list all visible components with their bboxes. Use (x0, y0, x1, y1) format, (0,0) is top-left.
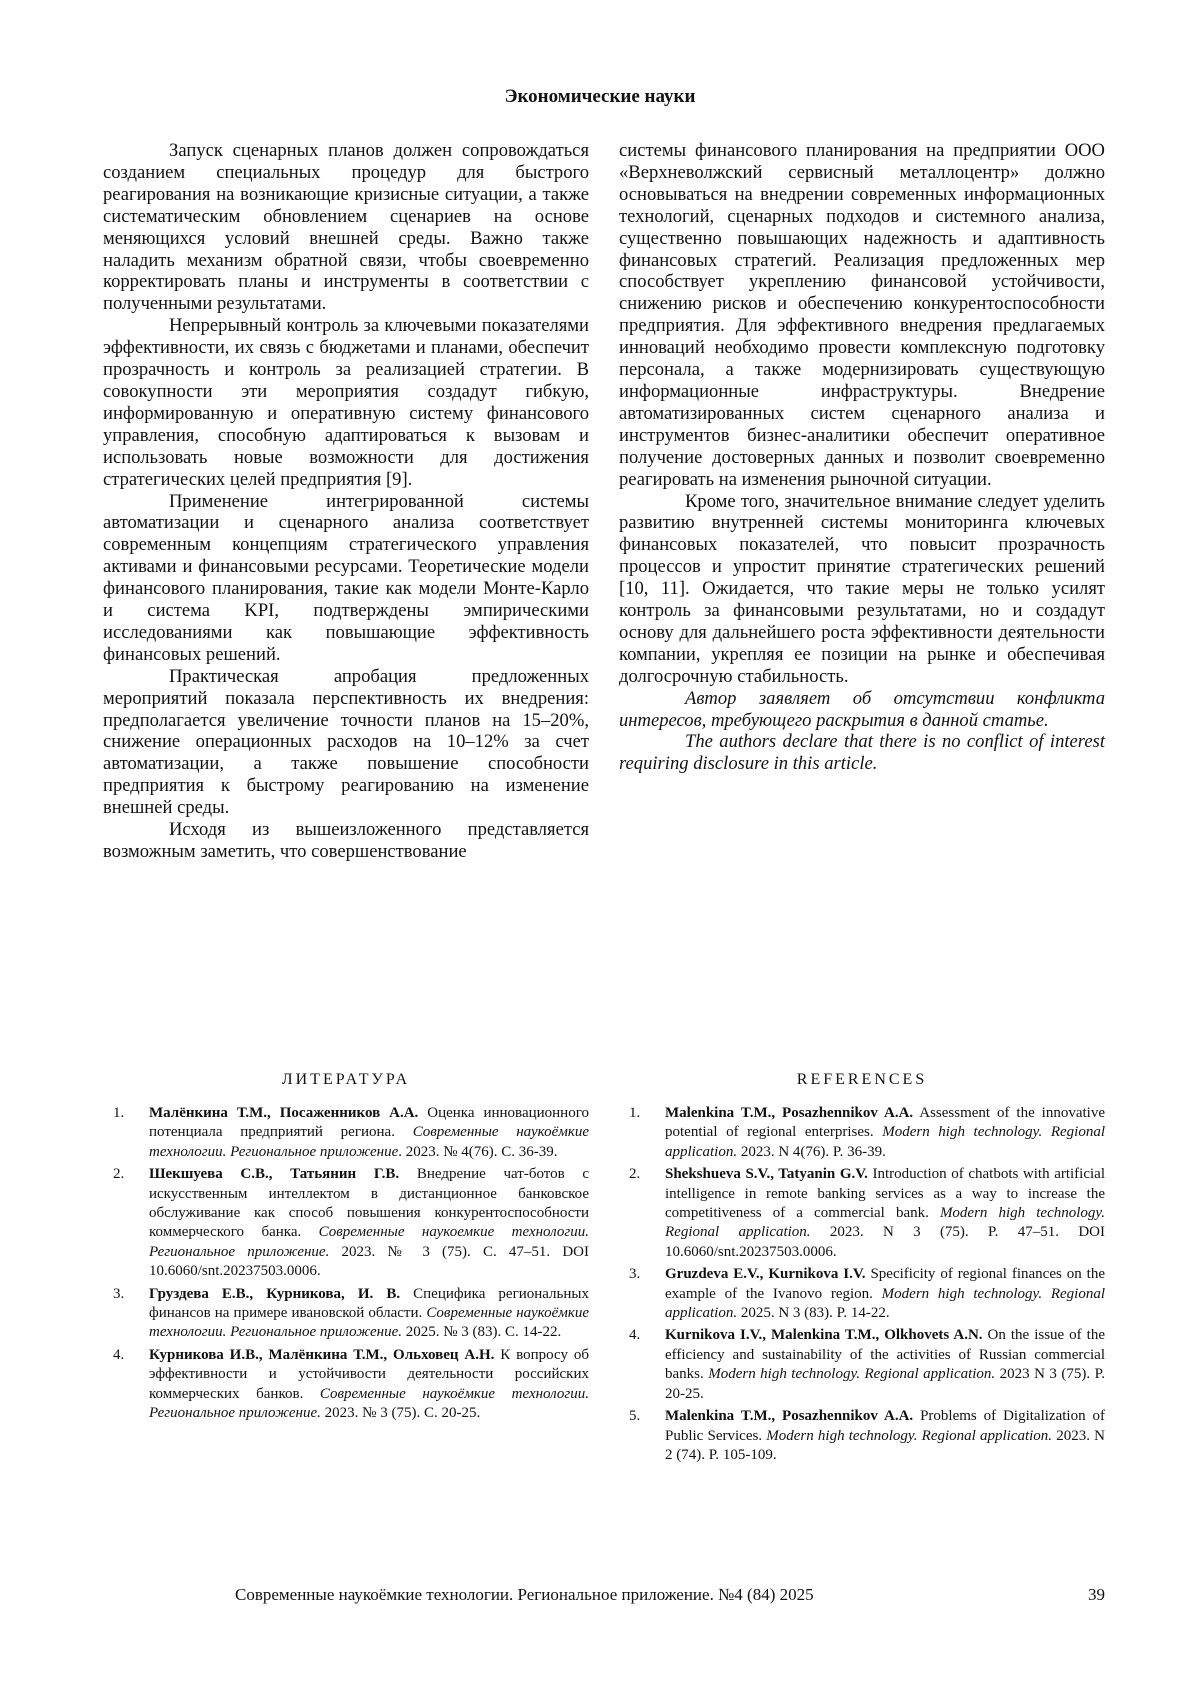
reference-journal: Modern high technology. Regional application. (665, 1285, 1106, 1322)
reference-number: 1. (629, 1105, 641, 1121)
reference-number: 2. (629, 1166, 641, 1183)
reference-item (619, 1165, 1105, 1262)
reference-journal: Modern high technology. Regional application. (665, 1124, 1106, 1160)
paragraph: Исходя из вышеизложенного представляется возможным заметить, что совершенствование (103, 819, 589, 862)
reference-number: 5. (629, 1408, 641, 1425)
reference-details: 2023. N 4(76). P. 36-39. (737, 1143, 886, 1160)
literatura-heading: ЛИТЕРАТУРА (281, 1071, 411, 1088)
reference-title: On the issue of the efficiency and sustainability of the activities of Russian commercial banks. (665, 1327, 1106, 1383)
literatura-list (103, 1104, 589, 1427)
references-heading: REFERENCES (796, 1071, 928, 1088)
reference-authors: Малёнкина Т.М., Посаженников А.А. (149, 1105, 419, 1121)
reference-title: Специфика региональных финансов на примере ивановской области. (149, 1285, 589, 1322)
reference-number: 3. (629, 1266, 641, 1283)
reference-number: 4. (629, 1327, 641, 1344)
reference-item (619, 1265, 1105, 1323)
reference-authors: Груздева Е.В., Курникова, И. В. (149, 1285, 401, 1302)
reference-journal: Modern high technology. Regional application. (766, 1427, 1053, 1444)
conflict-statement-ru: Автор заявляет об отсутствии конфликта интересов, требующего раскрытия в данной статье. (619, 687, 1105, 731)
reference-number: 4. (113, 1346, 125, 1363)
reference-number: 3. (113, 1285, 125, 1302)
paragraph: Непрерывный контроль за ключевыми показателями эффективности, их связь с бюджетами и планами, обеспечит прозрачность и контроль за реализацией стратегии. В совокупности эти мероприятия создадут гибкую, информированную и оперативную систему финансового управления, способную адаптироваться к вызовам и использовать новые возможности для достижения стратегических целей предприятия [9]. (103, 315, 589, 490)
left-column (103, 140, 589, 863)
footer-journal-title: Современные наукоёмкие технологии. Региональное приложение. №4 (84) 2025 (235, 1585, 814, 1604)
conflict-statement-en: The authors declare that there is no conflict of interest requiring disclosure in this article. (619, 731, 1105, 775)
reference-authors: Kurnikova I.V., Malenkina T.M., Olkhovets A.N. (665, 1327, 983, 1344)
reference-details: 2023. N 2 (74). P. 105-109. (665, 1427, 1105, 1463)
reference-item (619, 1326, 1105, 1404)
reference-details: 2025. N 3 (83). P. 14-22. (737, 1305, 890, 1322)
reference-item (103, 1346, 589, 1424)
paragraph: Практическая апробация предложенных мероприятий показала перспективность их внедрения: предполагается увеличение точности планов на 15–20%, снижение операционных расходов на 10–12% за счет автоматизации, а также повышение способности предприятия к быстрому реагированию на изменение внешней среды. (103, 665, 589, 819)
reference-number: 1. (113, 1105, 125, 1121)
reference-details: 2023. N 3 (75). P. 47–51. DOI 10.6060/snt.20237503.0006. (665, 1224, 1105, 1260)
reference-title: Introduction of chatbots with artificial intelligence in remote banking services as a way to increase the competitiveness of a commercial bank. (665, 1166, 1105, 1222)
reference-authors: Gruzdeva E.V., Kurnikova I.V. (665, 1266, 866, 1283)
reference-title: К вопросу об эффективности и устойчивости деятельности российских коммерческих банков. (149, 1346, 589, 1402)
reference-journal: Современные наукоёмкие технологии. Региональное приложение. (149, 1385, 589, 1422)
page-number: 39 (1088, 1585, 1105, 1604)
paragraph: Запуск сценарных планов должен сопровождаться созданием специальных процедур для быстрого реагирования на возникающие кризисные ситуации, а также систематическим обновлением сценариев на основе меняющихся условий внешней среды. Важно также наладить механизм обратной связи, чтобы своевременно корректировать планы и инструменты в соответствии с полученными результатами. (103, 140, 589, 315)
reference-title: Assessment of the innovative potential of regional enterprises. (665, 1105, 1105, 1141)
reference-journal: Современные наукоемкие технологии. Региональное приложение. (149, 1224, 589, 1260)
paragraph: Кроме того, значительное внимание следует уделить развитию внутренней системы мониторинга ключевых финансовых показателей, что повысит прозрачность процессов и упростит принятие стратегических решений [10, 11]. Ожидается, что такие меры не только усилят контроль за финансовыми результатами, но и создадут основу для дальнейшего роста эффективности деятельности компании, укрепляя ее позиции на рынке и обеспечивая долгосрочную стабильность. (619, 490, 1105, 687)
references-list (619, 1104, 1105, 1468)
reference-details: 2025. № 3 (83). С. 14-22. (402, 1324, 562, 1341)
reference-item (619, 1104, 1105, 1162)
reference-title: Внедрение чат-ботов с искусственным интеллектом в дистанционное банковское обслуживание как способ повышения конкурентоспособности коммерческого банка. (149, 1166, 589, 1241)
reference-details: 2023 N 3 (75). P. 20-25. (665, 1366, 1105, 1402)
paragraph-continuation: системы финансового планирования на предприятии ООО «Верхневолжский сервисный металлоцентр» должно основываться на внедрении современных информационных технологий, сценарных подходов и системного анализа, существенно повышающих надежность и адаптивность финансовых стратегий. Реализация предложенных мер способствует укреплению финансовой устойчивости, снижению рисков и обеспечению конкурентоспособности предприятия. Для эффективного внедрения предлагаемых инноваций необходимо провести комплексную подготовку персонала, а также модернизировать существующую информационные инфраструктуры. Внедрение автоматизированных систем сценарного анализа и инструментов бизнес-аналитики обеспечит оперативное получение достоверных данных и позволит своевременно реагировать на изменения рыночной ситуации. (619, 140, 1105, 490)
reference-authors: Курникова И.В., Малёнкина Т.М., Ольховец А.Н. (149, 1346, 495, 1363)
reference-journal: Modern high technology. Regional application. (708, 1366, 996, 1383)
paragraph: Применение интегрированной системы автоматизации и сценарного анализа соответствует современным концепциям стратегического управления активами и финансовыми ресурсами. Теоретические модели финансового планирования, такие как модели Монте-Карло и система KPI, подтверждены эмпирическими исследованиями как повышающие эффективность финансовых решений. (103, 490, 589, 665)
reference-authors: Malenkina T.M., Posazhennikov A.A. (665, 1105, 914, 1121)
reference-details: . 2023. № 4(76). С. 36-39. (398, 1143, 558, 1160)
reference-item (103, 1165, 589, 1281)
reference-details: 2023. № 3 (75). С. 20-25. (320, 1405, 481, 1422)
reference-journal: Современные наукоёмкие технологии. Региональное приложение. (149, 1305, 589, 1341)
reference-journal: Современные наукоёмкие технологии. Региональное приложение (149, 1124, 589, 1160)
reference-title: Specificity of regional finances on the example of the Ivanovo region. (665, 1266, 1105, 1302)
section-title: Экономические науки (504, 86, 696, 107)
reference-title: Problems of Digitalization of Public Services. (665, 1408, 1105, 1444)
reference-authors: Malenkina T.M., Posazhennikov A.A. (665, 1408, 914, 1425)
reference-item (103, 1104, 589, 1162)
reference-details: 2023. № 3 (75). С. 47–51. DOI 10.6060/snt.20237503.0006. (149, 1243, 590, 1280)
reference-title: Оценка инновационного потенциала предприятий региона. (149, 1105, 589, 1141)
reference-item (619, 1407, 1105, 1465)
reference-authors: Shekshueva S.V., Tatyanin G.V. (665, 1166, 868, 1183)
reference-journal: Modern high technology. Regional application. (665, 1205, 1105, 1241)
reference-authors: Шекшуева С.В., Татьянин Г.В. (149, 1166, 400, 1183)
reference-item (103, 1285, 589, 1343)
reference-number: 2. (113, 1166, 125, 1183)
right-column (619, 140, 1105, 775)
